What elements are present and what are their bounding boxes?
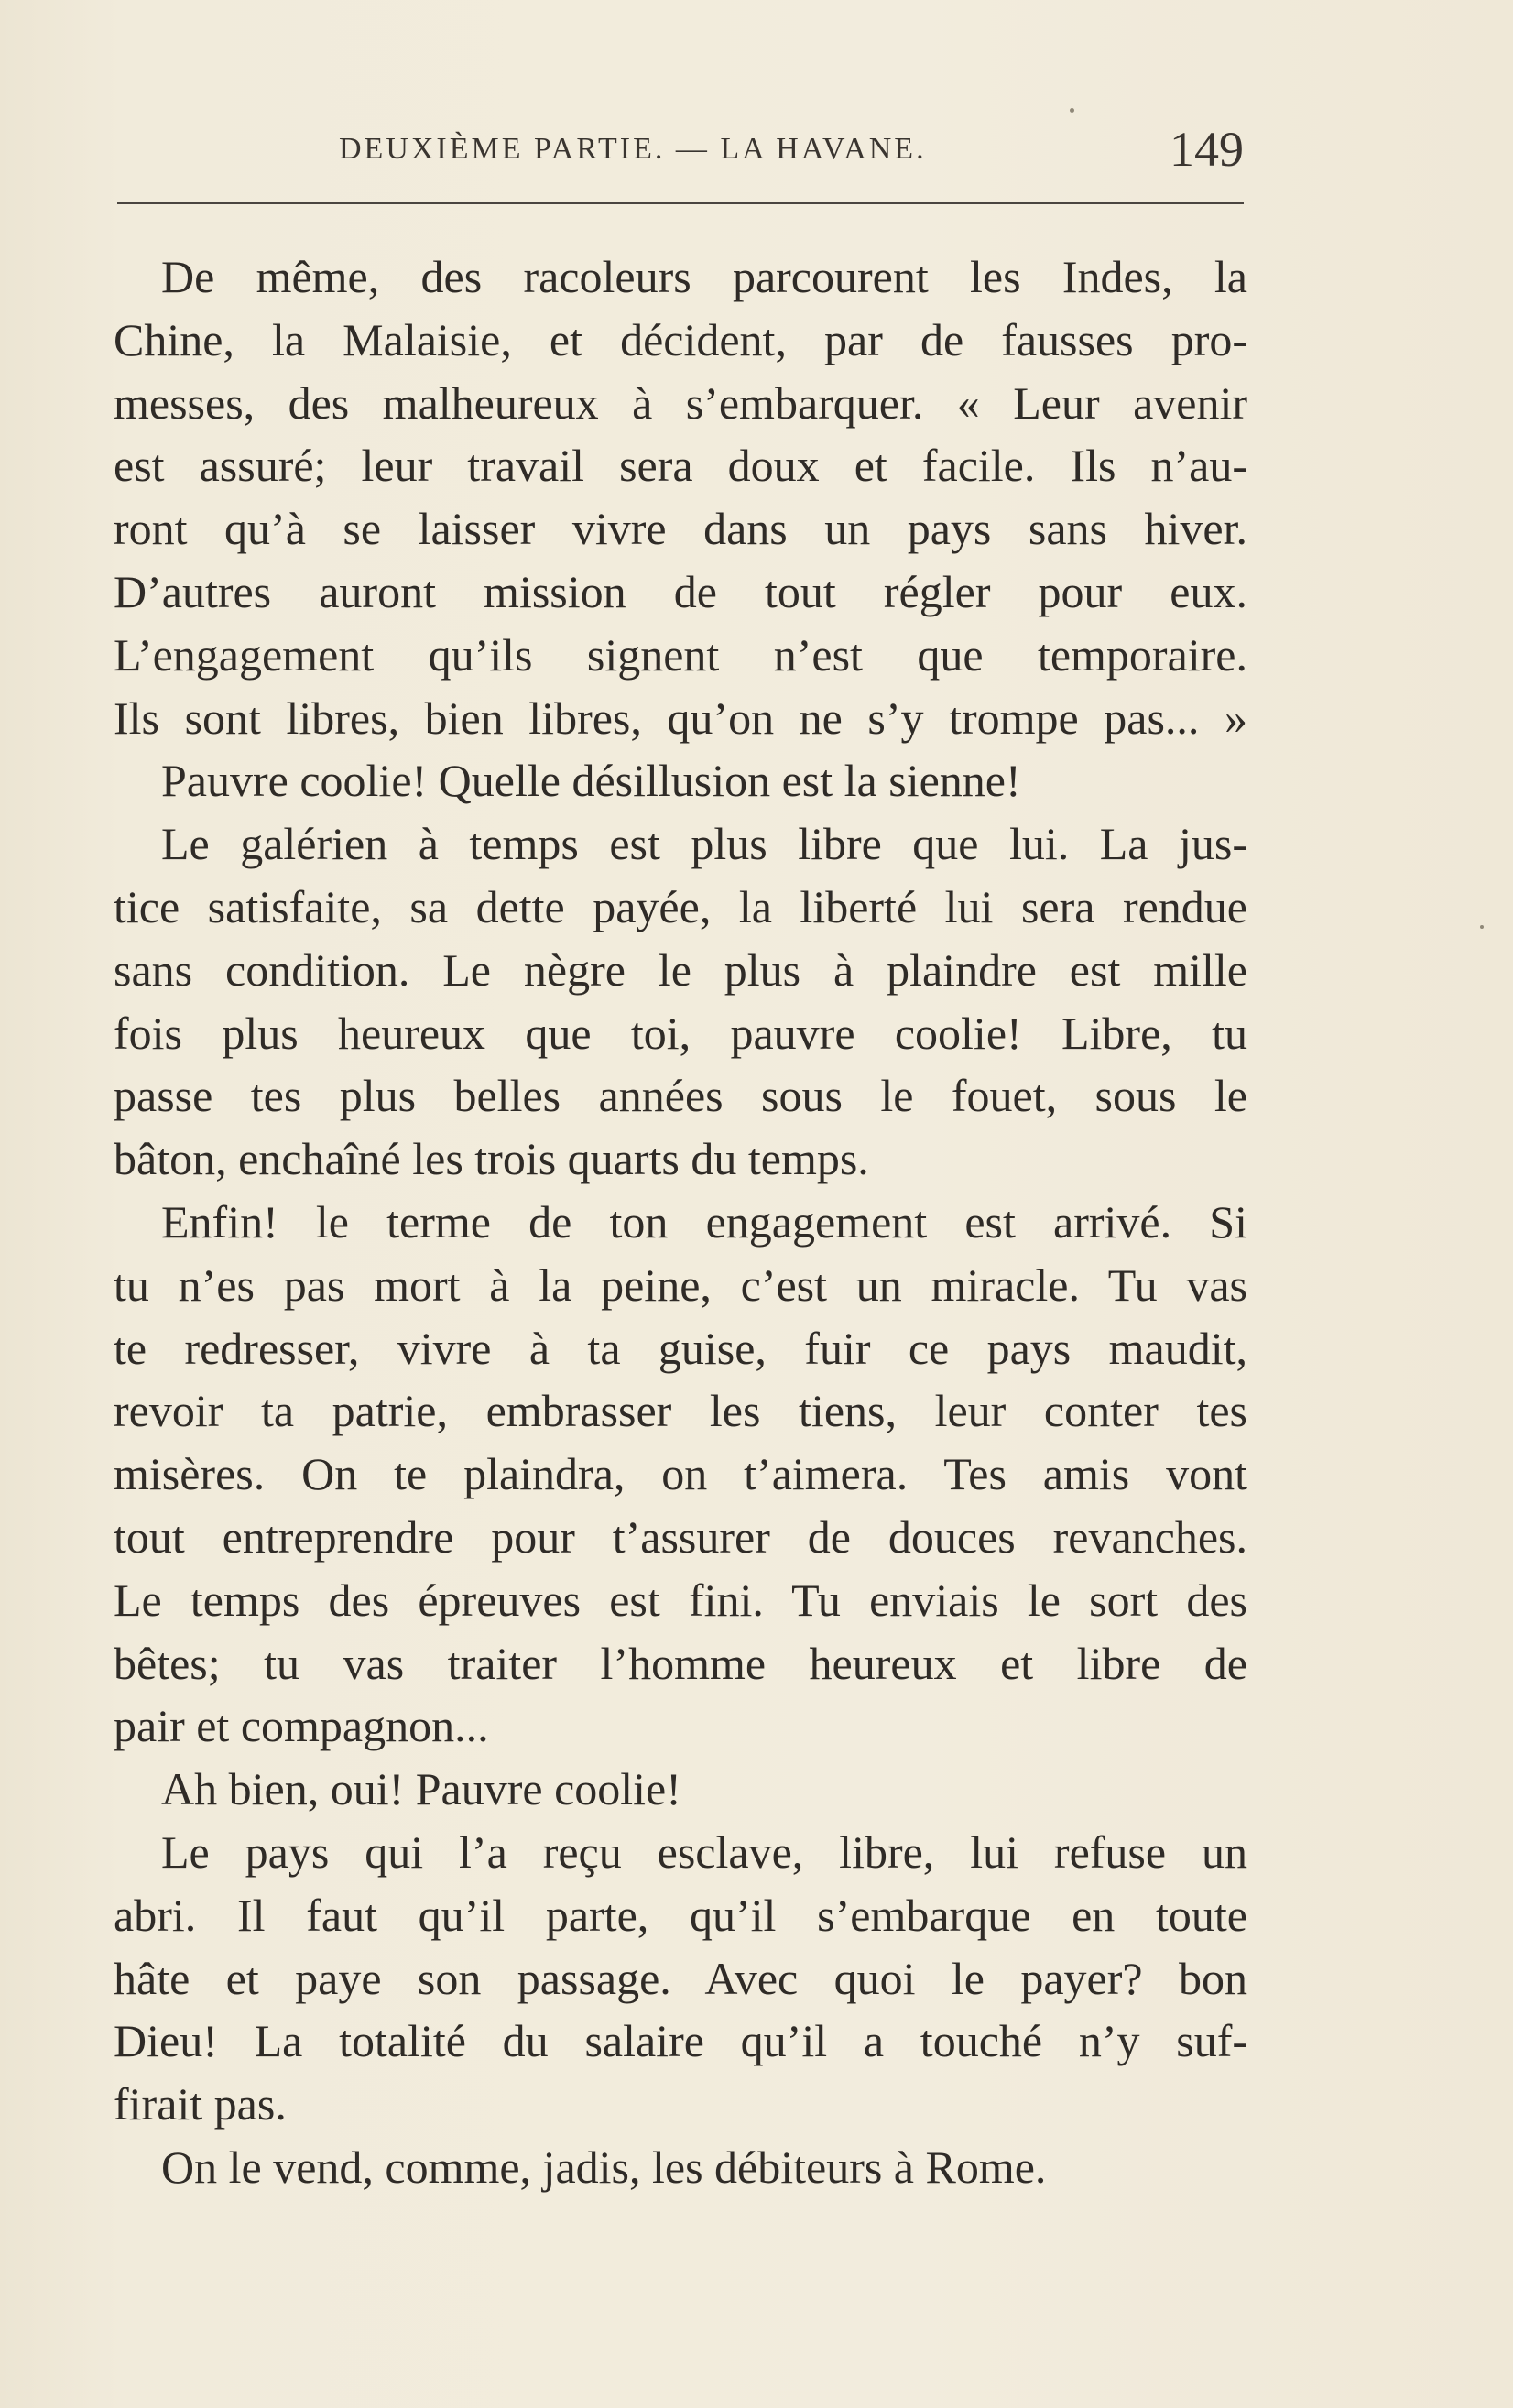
page-header	[117, 122, 1244, 183]
text-line: L’engagement qu’ils signent n’est que temporaire.	[114, 628, 1247, 681]
text-line: Le galérien à temps est plus libre que lui. La jus-	[161, 818, 1247, 870]
text-line: te redresser, vivre à ta guise, fuir ce pays maudit,	[114, 1322, 1247, 1374]
text-line: Ils sont libres, bien libres, qu’on ne s’y trompe pas... »	[114, 692, 1247, 744]
text-line: passe tes plus belles années sous le fouet, sous le	[114, 1070, 1247, 1122]
text-line: revoir ta patrie, embrasser les tiens, leur conter tes	[114, 1385, 1247, 1437]
text-line: D’autres auront mission de tout régler pour eux.	[114, 565, 1247, 617]
text-line: ront qu’à se laisser vivre dans un pays sans hiver.	[114, 503, 1247, 555]
text-line: hâte et paye son passage. Avec quoi le payer? bon	[114, 1952, 1247, 2004]
text-line: tu n’es pas mort à la peine, c’est un miracle. Tu vas	[114, 1258, 1247, 1311]
text-line: Pauvre coolie! Quelle désillusion est la sienne!	[161, 755, 1021, 807]
text-line: tout entreprendre pour t’assurer de douces revanches.	[114, 1510, 1247, 1563]
body-text	[114, 245, 1247, 2199]
text-line: On le vend, comme, jadis, les débiteurs à Rome.	[161, 2141, 1047, 2193]
text-line: tice satisfaite, sa dette payée, la liberté lui sera rendue	[114, 880, 1247, 932]
text-line: Dieu! La totalité du salaire qu’il a touché n’y suf-	[114, 2015, 1247, 2067]
text-line: Chine, la Malaisie, et décident, par de fausses pro-	[114, 313, 1247, 365]
text-line: De même, des racoleurs parcourent les Indes, la	[161, 251, 1247, 302]
text-line: bêtes; tu vas traiter l’homme heureux et libre de	[114, 1637, 1247, 1689]
text-line: Ah bien, oui! Pauvre coolie!	[161, 1763, 681, 1815]
header-rule	[117, 202, 1244, 204]
running-title: DEUXIÈME PARTIE. — LA HAVANE.	[339, 132, 927, 166]
text-line: misères. On te plaindra, on t’aimera. Tes amis vont	[114, 1448, 1247, 1500]
text-line: messes, des malheureux à s’embarquer. « Leur avenir	[114, 376, 1247, 429]
text-line: est assuré; leur travail sera doux et facile. Ils n’au-	[114, 440, 1247, 492]
text-line: Le pays qui l’a reçu esclave, libre, lui refuse un	[161, 1825, 1247, 1878]
text-line: Le temps des épreuves est fini. Tu enviais le sort des	[114, 1574, 1247, 1626]
text-line: fois plus heureux que toi, pauvre coolie! Libre, tu	[114, 1007, 1247, 1059]
text-line: firait pas.	[114, 2078, 287, 2130]
text-line: sans condition. Le nègre le plus à plaindre est mille	[114, 943, 1247, 996]
paper-speck	[1070, 108, 1074, 113]
text-line: abri. Il faut qu’il parte, qu’il s’embarque en toute	[114, 1889, 1247, 1941]
text-line: pair et compagnon...	[114, 1700, 489, 1752]
text-line: Enfin! le terme de ton engagement est arrivé. Si	[161, 1195, 1247, 1248]
paper-speck	[1480, 925, 1484, 929]
text-line: bâton, enchaîné les trois quarts du temps.	[114, 1133, 869, 1185]
page-number: 149	[1170, 122, 1244, 177]
